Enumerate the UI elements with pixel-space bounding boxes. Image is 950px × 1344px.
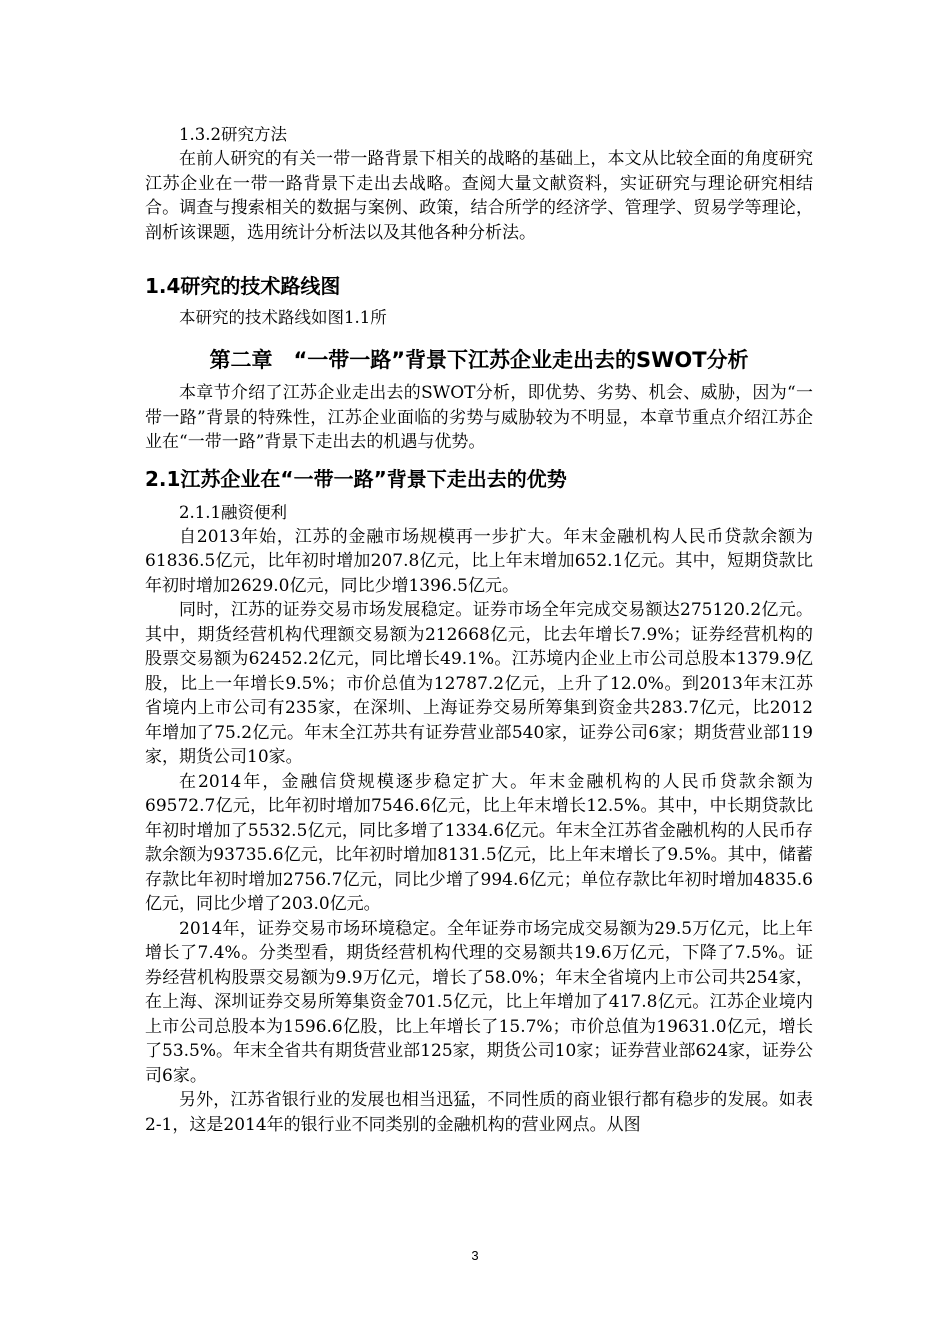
spacer bbox=[145, 245, 813, 272]
paragraph-2013-finance: 自2013年始，江苏的金融市场规模再一步扩大。年末金融机构人民币贷款余额为61836.5亿元，比年初时增加207.8亿元，比上年末增加652.1亿元。其中，短期贷款比年初时增加2629.0亿元，同比少增1396.5亿元。 bbox=[145, 526, 813, 596]
paragraph-2014-credit: 在2014年，金融信贷规模逐步稳定扩大。年末金融机构的人民币贷款余额为69572.7亿元，比年初时增加7546.6亿元，比上年末增长12.5%。其中，中长期贷款比年初时增加了5532.5亿元，同比多增了1334.6亿元。年末全江苏省金融机构的人民币存款余额为93735.6亿元，比年初时增加8131.5亿元，比上年末增长了9.5%。其中，储蓄存款比年初时增加2756.7亿元，同比少增了994.6亿元；单位存款比年初时增加4835.6亿元，同比少增了203.0亿元。 bbox=[145, 771, 813, 914]
paragraph-2013-securities: 同时，江苏的证券交易市场发展稳定。证券市场全年完成交易额达275120.2亿元。其中，期货经营机构代理额交易额为212668亿元，比去年增长7.9%；证券经营机构的股票交易额为62452.2亿元，同比增长49.1%。江苏境内企业上市公司总股本1379.9亿股，比上一年增长9.5%；市价总值为12787.2亿元，上升了12.0%。到2013年末江苏省境内上市公司有235家，在深圳、上海证券交易所筹集到资金共283.7亿元，比2012年增加了75.2亿元。年末全江苏共有证券营业部540家，证券公司6家；期货营业部119家，期货公司10家。 bbox=[145, 600, 813, 767]
page-number: 3 bbox=[471, 1248, 479, 1263]
paragraph-banking: 另外，江苏省银行业的发展也相当迅猛，不同性质的商业银行都有稳步的发展。如表2-1，这是2014年的银行业不同类别的金融机构的营业网点。从图 bbox=[145, 1090, 813, 1135]
chapter-2-intro: 本章节介绍了江苏企业走出去的SWOT分析，即优势、劣势、机会、威胁，因为“一带一路”背景的特殊性，江苏企业面临的劣势与威胁较为不明显，本章节重点介绍江苏企业在“一带一路”背景下走出去的机遇与优势。 bbox=[145, 383, 813, 452]
section-1-4-title: 1.4研究的技术路线图 bbox=[145, 274, 341, 298]
section-1-3-2-title: 1.3.2研究方法 bbox=[179, 125, 287, 144]
page-body bbox=[145, 123, 813, 1137]
spacer bbox=[145, 493, 813, 501]
section-2-1-title: 2.1江苏企业在“一带一路”背景下走出去的优势 bbox=[145, 466, 567, 491]
section-1-4-paragraph: 本研究的技术路线如图1.1所 bbox=[179, 308, 387, 327]
section-1-3-2-paragraph: 在前人研究的有关一带一路背景下相关的战略的基础上，本文从比较全面的角度研究江苏企业在一带一路背景下走出去战略。查阅大量文献资料，实证研究与理论研究相结合。调查与搜索相关的数据与案例、政策，结合所学的经济学、管理学、贸易学等理论，剖析该课题，选用统计分析法以及其他各种分析法。 bbox=[145, 149, 813, 243]
spacer bbox=[145, 455, 813, 465]
section-2-1-1-title: 2.1.1融资便利 bbox=[179, 502, 287, 522]
paragraph-2014-securities: 2014年，证券交易市场环境稳定。全年证券市场完成交易额为29.5万亿元，比上年增长了7.4%。分类型看，期货经营机构代理的交易额共19.6万亿元，下降了7.5%。证券经营机构股票交易额为9.9万亿元，增长了58.0%；年末全省境内上市公司共254家，在上海、深圳证券交易所筹集资金701.5亿元，比上年增加了417.8亿元。江苏企业境内上市公司总股本为1596.6亿股，比上年增长了15.7%；市价总值为19631.0亿元，增长了53.5%。年末全省共有期货营业部125家，期货公司10家；证券营业部624家，证券公司6家。 bbox=[145, 918, 813, 1086]
spacer bbox=[145, 330, 813, 345]
chapter-2-title: 第二章 “一带一路”背景下江苏企业走出去的SWOT分析 bbox=[209, 348, 749, 372]
